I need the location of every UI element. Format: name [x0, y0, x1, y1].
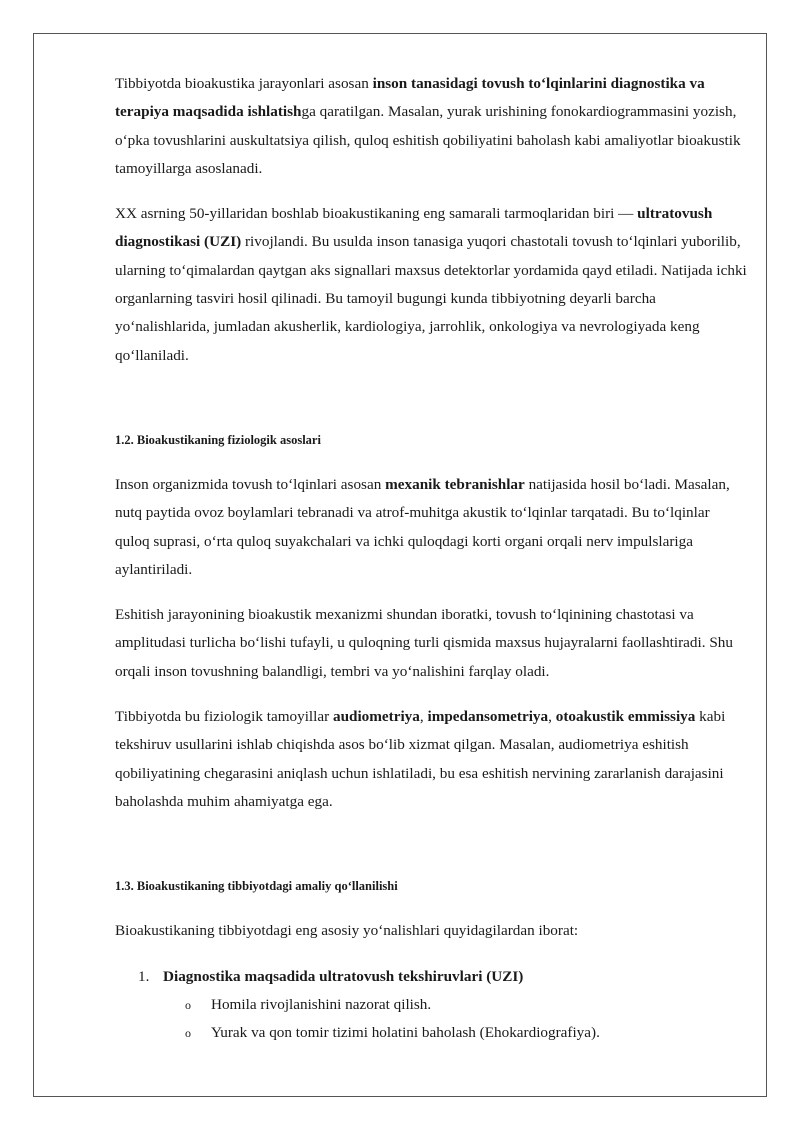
text-run: kabi tekshiruv usullarini ishlab chiqishda asos bo‘lib xizmat qilgan. Masalan, audiometriya eshitish qobiliyatining chegarasini aniqlash uchun ishlatiladi, bu esa eshitish nervining zararlanish darajasini baholashda muhim ahamiyatga ega. — [115, 708, 726, 810]
numbered-list — [115, 963, 747, 1047]
sub-list-item — [115, 991, 747, 1019]
paragraph-1 — [115, 70, 747, 183]
text-run: Tibbiyotda bu fiziologik tamoyillar — [115, 708, 333, 726]
text-run: rivojlandi. Bu usulda inson tanasiga yuqori chastotali tovush to‘lqinlari yuborilib, ularning to‘qimalardan qaytgan aks signallari maxsus detektorlar yordamida qayd etiladi. Natijada ichki organlarning tasviri hosil qilinadi. Bu tamoyil bugungi kunda tibbiyotning deyarli barcha yo‘nalishlarida, jumladan akusherlik, kardiologiya, jarrohlik, onkologiya va nevrologiyada keng qo‘llaniladi. — [115, 233, 747, 364]
bullet-icon: o — [185, 997, 191, 1012]
bold-text: impedansometriya — [427, 708, 549, 726]
list-item-title: Diagnostika maqsadida ultratovush tekshiruvlari (UZI) — [163, 967, 524, 985]
list-item — [115, 963, 747, 1047]
sub-list — [115, 991, 747, 1047]
paragraph-4: Eshitish jarayonining bioakustik mexanizmi shundan iboratki, tovush to‘lqinining chastotasi va amplitudasi turlicha bo‘lishi tufayli, u quloqning turli qismida maxsus hujayralarni faollashtiradi. Shu orqali inson tovushning balandligi, tembri va yo‘nalishini farqlay oladi. — [115, 606, 733, 680]
sub-list-item — [115, 1019, 747, 1047]
text-run: Tibbiyotda bioakustika jarayonlari asosan — [115, 75, 373, 92]
paragraph-3 — [115, 471, 747, 584]
paragraph-2 — [115, 200, 747, 370]
section-heading-1-2: 1.2. Bioakustikaning fiziologik asoslari — [115, 432, 321, 447]
bold-text: ultratovush diagnostikasi (UZI) — [115, 205, 713, 251]
document-body — [115, 70, 747, 1047]
sub-item-text: Homila rivojlanishini nazorat qilish. — [211, 995, 432, 1013]
section-heading-1-3: 1.3. Bioakustikaning tibbiyotdagi amaliy qo‘llanilishi — [115, 879, 398, 894]
text-run: XX asrning 50-yillaridan boshlab bioakustikaning eng samarali tarmoqlaridan biri — — [115, 205, 638, 223]
paragraph-5 — [115, 703, 747, 816]
text-run: ga qaratilgan. Masalan, yurak urishining fonokardiogrammasini yozish, o‘pka tovushlarini auskultatsiya qilish, quloq eshitish qobiliyatini baholash kabi amaliyotlar bioakustik tamoyillarga asoslanadi. — [115, 103, 741, 177]
text-run: natijasida hosil bo‘ladi. Masalan, nutq paytida ovoz boylamlari tebranadi va atrof-muhitga akustik to‘lqinlar tarqatadi. Bu to‘lqinlar quloq suprasi, o‘rta quloq suyakchalari va ichki quloqdagi korti organi orqali nerv impulslariga aylantiriladi. — [115, 475, 730, 578]
list-number: 1. — [138, 967, 150, 985]
bullet-icon: o — [185, 1025, 191, 1040]
sub-item-text: Yurak va qon tomir tizimi holatini baholash (Ehokardiografiya). — [211, 1023, 600, 1041]
text-run: Inson organizmida tovush to‘lqinlari asosan — [115, 475, 386, 493]
paragraph-6: Bioakustikaning tibbiyotdagi eng asosiy yo‘nalishlari quyidagilardan iborat: — [115, 922, 579, 940]
text-run: , — [548, 708, 556, 726]
bold-text: mexanik tebranishlar — [385, 475, 525, 493]
bold-text: audiometriya — [332, 708, 420, 726]
bold-text: otoakustik emmissiya — [555, 708, 696, 726]
bold-text: inson tanasidagi tovush to‘lqinlarini diagnostika va terapiya maqsadida ishlatish — [115, 75, 705, 121]
text-run: , — [419, 708, 428, 726]
